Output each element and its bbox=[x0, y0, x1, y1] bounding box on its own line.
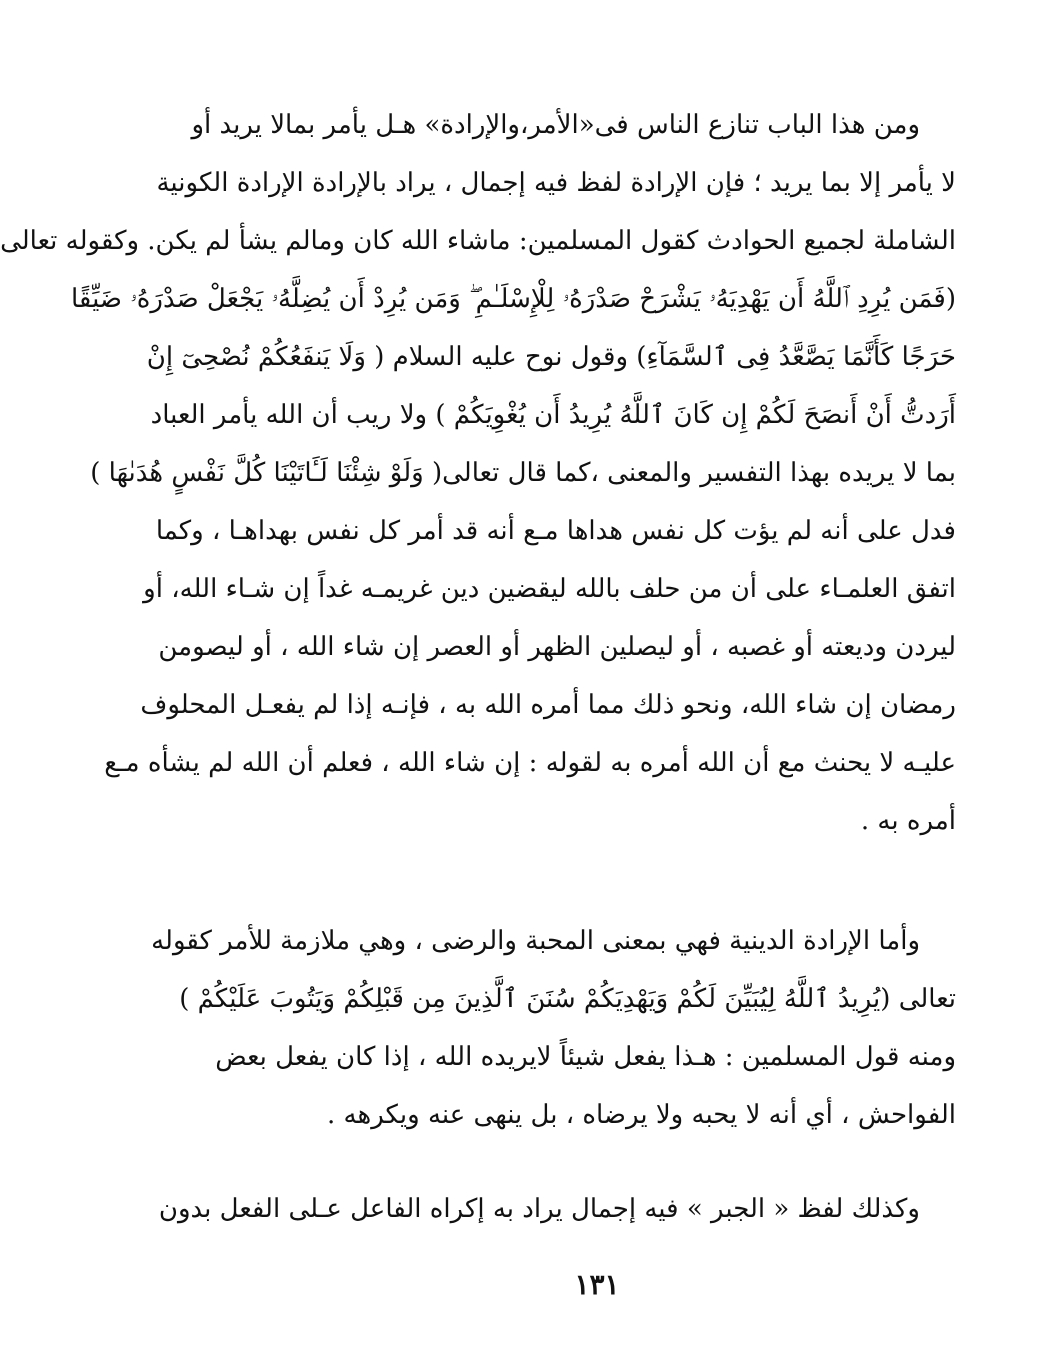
paragraph-2 bbox=[151, 912, 956, 1144]
quran-verse-line: أَرَدتُّ أَنْ أَنصَحَ لَكُمْ إِن كَانَ ٱللَّهُ يُرِيدُ أَن يُغْوِيَكُمْ ) ولا ريب أن الله يأمر العباد bbox=[150, 400, 956, 430]
text-line: وأما الإرادة الدينية فهي بمعنى المحبة والرضى ، وهي ملازمة للأمر كقوله bbox=[151, 926, 920, 956]
text-line: رمضان إن شاء الله، ونحو ذلك مما أمره الله به ، فإنـه إذا لم يفعـل المحلوف bbox=[140, 690, 956, 720]
page-number: ١٣١ bbox=[574, 1268, 620, 1301]
text-line: الشاملة لجميع الحوادث كقول المسلمين: ماشاء الله كان ومالم يشأ لم يكن. وكقوله تعالى bbox=[0, 226, 956, 256]
text-line: لا يأمر إلا بما يريد ؛ فإن الإرادة لفظ فيه إجمال ، يراد بالإرادة الإرادة الكونية bbox=[156, 168, 956, 198]
text-line: عليـه لا يحنث مع أن الله أمره به لقوله : إن شاء الله ، فعلم أن الله لم يشأه مـع bbox=[104, 748, 956, 778]
text-line: ليردن وديعته أو غصبه ، أو ليصلين الظهر أو العصر إن شاء الله ، أو ليصومن bbox=[158, 632, 956, 662]
quran-verse-line: (فَمَن يُرِدِ ٱللَّهُ أَن يَهْدِيَهُۥ يَشْرَحْ صَدْرَهُۥ لِلْإِسْلَـٰمِ ۖ وَمَن يُرِدْ أَن يُضِلَّهُۥ يَجْعَلْ صَدْرَهُۥ ضَيِّقًا bbox=[71, 284, 956, 314]
quran-verse-line: حَرَجًا كَأَنَّمَا يَصَّعَّدُ فِى ٱلسَّمَآءِ) وقول نوح عليه السلام ( وَلَا يَنفَعُكُمْ نُصْحِىٓ إِنْ bbox=[146, 342, 956, 372]
text-line: أمره به . bbox=[860, 806, 956, 836]
text-line: وكذلك لفظ « الجبر » فيه إجمال يراد به إكراه الفاعل عـلى الفعل بدون bbox=[158, 1194, 920, 1224]
text-line: اتفق العلمـاء على أن من حلف بالله ليقضين دين غريمـه غداً إن شـاء الله، أو bbox=[143, 574, 956, 604]
text-line: ومن هذا الباب تنازع الناس فى«الأمر،والإرادة» هـل يأمر بمالا يريد أو bbox=[191, 110, 920, 140]
text-line: فدل على أنه لم يؤت كل نفس هداها مـع أنه قد أمر كل نفس بهداهـا ، وكما bbox=[155, 516, 956, 546]
quran-verse-line: بما لا يريده بهذا التفسير والمعنى ،كما قال تعالى( وَلَوْ شِئْنَا لَـَٔاتَيْنَا كُلَّ نَفْسٍ هُدَىٰهَا ) bbox=[90, 458, 956, 488]
text-line: ومنه قول المسلمين : هـذا يفعل شيئاً لايريده الله ، إذا كان يفعل بعض bbox=[215, 1042, 956, 1072]
paragraph-1 bbox=[0, 96, 956, 850]
paragraph-3 bbox=[158, 1180, 956, 1238]
quran-verse-line: تعالى (يُرِيدُ ٱللَّهُ لِيُبَيِّنَ لَكُمْ وَيَهْدِيَكُمْ سُنَنَ ٱلَّذِينَ مِن قَبْلِكُمْ وَيَتُوبَ عَلَيْكُمْ ) bbox=[179, 984, 956, 1014]
text-line: الفواحش ، أي أنه لا يحبه ولا يرضاه ، بل ينهى عنه ويكرهه . bbox=[327, 1100, 956, 1130]
